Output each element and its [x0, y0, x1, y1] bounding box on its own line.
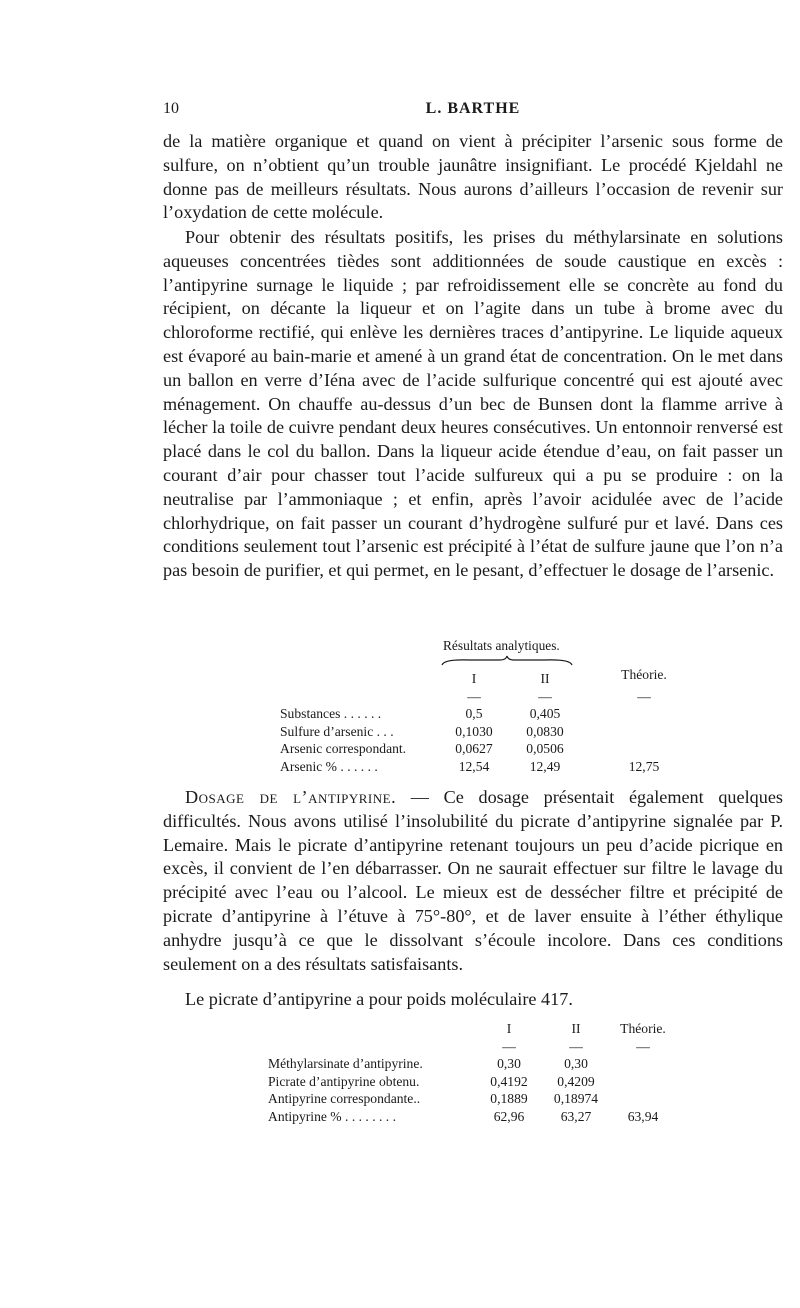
cell: 0,4209: [557, 1073, 595, 1089]
table-row: [268, 1108, 674, 1126]
table1-col-3: Théorie.: [621, 667, 667, 682]
row-label: Picrate d’antipyrine obtenu.: [268, 1073, 420, 1089]
row-label: Arsenic correspondant.: [280, 741, 407, 756]
cell: 0,0506: [526, 741, 564, 756]
table1-dash-3: —: [637, 688, 651, 704]
paragraph-4: Le picrate d’antipyrine a pour poids moléculaire 417.: [185, 989, 573, 1009]
cell: [580, 705, 688, 723]
cell: [580, 723, 688, 741]
cell: 12,75: [628, 758, 660, 774]
table2-dash-1: —: [502, 1038, 516, 1054]
table-row: [280, 705, 688, 723]
cell: 0,1030: [455, 723, 493, 739]
table2: [268, 1020, 674, 1125]
cell: 12,49: [529, 758, 561, 774]
section-title: Dosage de l’antipyrine.: [185, 787, 397, 807]
page-number: 10: [163, 100, 179, 117]
row-label: Antipyrine % . . . . . . . .: [268, 1108, 396, 1124]
table2-dash-row: [268, 1038, 674, 1056]
table-row: [268, 1073, 674, 1091]
cell: 0,1889: [490, 1091, 528, 1106]
cell: 0,0627: [455, 741, 493, 756]
cell: 0,405: [529, 706, 561, 721]
cell: [612, 1073, 674, 1091]
cell: [612, 1055, 674, 1073]
table1-col-2: II: [540, 671, 550, 686]
table-row: [268, 1055, 674, 1073]
table1-col-1: I: [471, 671, 477, 686]
cell: 0,4192: [490, 1073, 528, 1089]
row-label: Méthylarsinate d’antipyrine.: [268, 1056, 423, 1071]
table2-header-row: [268, 1020, 674, 1038]
table2-dash-2: —: [569, 1038, 583, 1054]
paragraph-1: de la matière organique et quand on vient à précipiter l’arsenic sous forme de sulfure, on n’obtient qu’un trouble jaunâtre insignifiant. Le procédé Kjeldahl ne donne pas de meilleurs résultats. Nous aurons d’ailleurs l’occasion de revenir sur l’oxydation de cette molécule.: [163, 131, 783, 223]
table1-header-row: [280, 662, 688, 688]
cell: [580, 740, 688, 758]
cell: 63,27: [560, 1108, 592, 1124]
cell: 0,18974: [553, 1091, 599, 1106]
row-label: Sulfure d’arsenic . . .: [280, 723, 394, 739]
table1-dash-row: [280, 688, 688, 706]
table2-col-3: Théorie.: [620, 1021, 666, 1036]
paragraph-2: Pour obtenir des résultats positifs, les prises du méthylarsinate en solutions aqueuses concentrées tièdes sont additionnées de soude caustique en excès : l’antipyrine surnage le liquide ; par refroidissement elle se concrète au fond du récipient, on décante la liqueur et on l’agite dans un tube à brome avec du chloroforme rectifié, qui enlève les dernières traces d’antipyrine. Le liquide aqueux est évaporé au bain-marie et amené à un grand état de concentration. On le met dans un ballon en verre d’Iéna avec de l’acide sulfurique concentré qui est ajouté avec ménagement. On chauffe au-dessus d’un bec de Bunsen dont la flamme arrive à lécher la toile de cuivre pendant deux heures consécutives. Un entonnoir renversé est placé dans le col du ballon. Dans la liqueur acide étendue d’eau, on fait passer un courant d’air pour chasser tout l’acide sulfureux qui a pu se produire : on la neutralise par l’ammoniaque ; et enfin, après l’avoir acidulée avec de l’acide chlorhydrique, on fait passer un courant d’hydrogène sulfuré pur et lavé. Dans ces conditions seulement tout l’arsenic est précipité à l’état de sulfure jaune que l’on n’a pas besoin de purifier, et qui permet, en le pesant, d’effectuer le dosage de l’arsenic.: [163, 227, 783, 581]
cell: 0,30: [564, 1056, 588, 1071]
table2-col-1: I: [506, 1021, 512, 1036]
table2-col-2: II: [571, 1021, 581, 1036]
table1-caption: Résultats analytiques.: [443, 638, 560, 653]
cell: [612, 1090, 674, 1108]
row-label: Substances . . . . . .: [280, 706, 382, 721]
cell: 12,54: [458, 758, 490, 774]
table2-dash-3: —: [636, 1038, 650, 1054]
paragraph-3-body: — Ce dosage présentait également quelques difficultés. Nous avons utilisé l’insolubilité du picrate d’antipyrine signalée par P. Lemaire. Mais le picrate d’antipyrine retenant toujours un peu d’acide picrique en excès, il convient de l’en débarrasser. On ne saurait effectuer sur filtre le lavage du précipité avec l’eau ou l’alcool. Le mieux est de dessécher filtre et précipité de picrate d’antipyrine à l’étuve à 75°-80°, et de laver ensuite à l’éther éthylique anhydre jusqu’à ce que le dissolvant s’écoule incolore. Dans ces conditions seulement on a des résultats satisfaisants.: [163, 787, 783, 974]
table1: [280, 662, 688, 775]
table-row: [280, 740, 688, 758]
table1-dash-2: —: [538, 688, 552, 704]
cell: 0,0830: [526, 723, 564, 739]
table1-dash-1: —: [467, 688, 481, 704]
page-header: [163, 100, 783, 124]
cell: 0,5: [465, 706, 483, 721]
cell: 63,94: [627, 1108, 659, 1124]
cell: 62,96: [493, 1108, 525, 1124]
table-row: [280, 723, 688, 741]
table-row: [268, 1090, 674, 1108]
row-label: Arsenic % . . . . . .: [280, 758, 378, 774]
table-row: [280, 758, 688, 776]
running-head: L. BARTHE: [425, 100, 521, 117]
paragraph-3: [163, 786, 783, 976]
row-label: Antipyrine correspondante..: [268, 1091, 421, 1106]
cell: 0,30: [497, 1056, 521, 1071]
